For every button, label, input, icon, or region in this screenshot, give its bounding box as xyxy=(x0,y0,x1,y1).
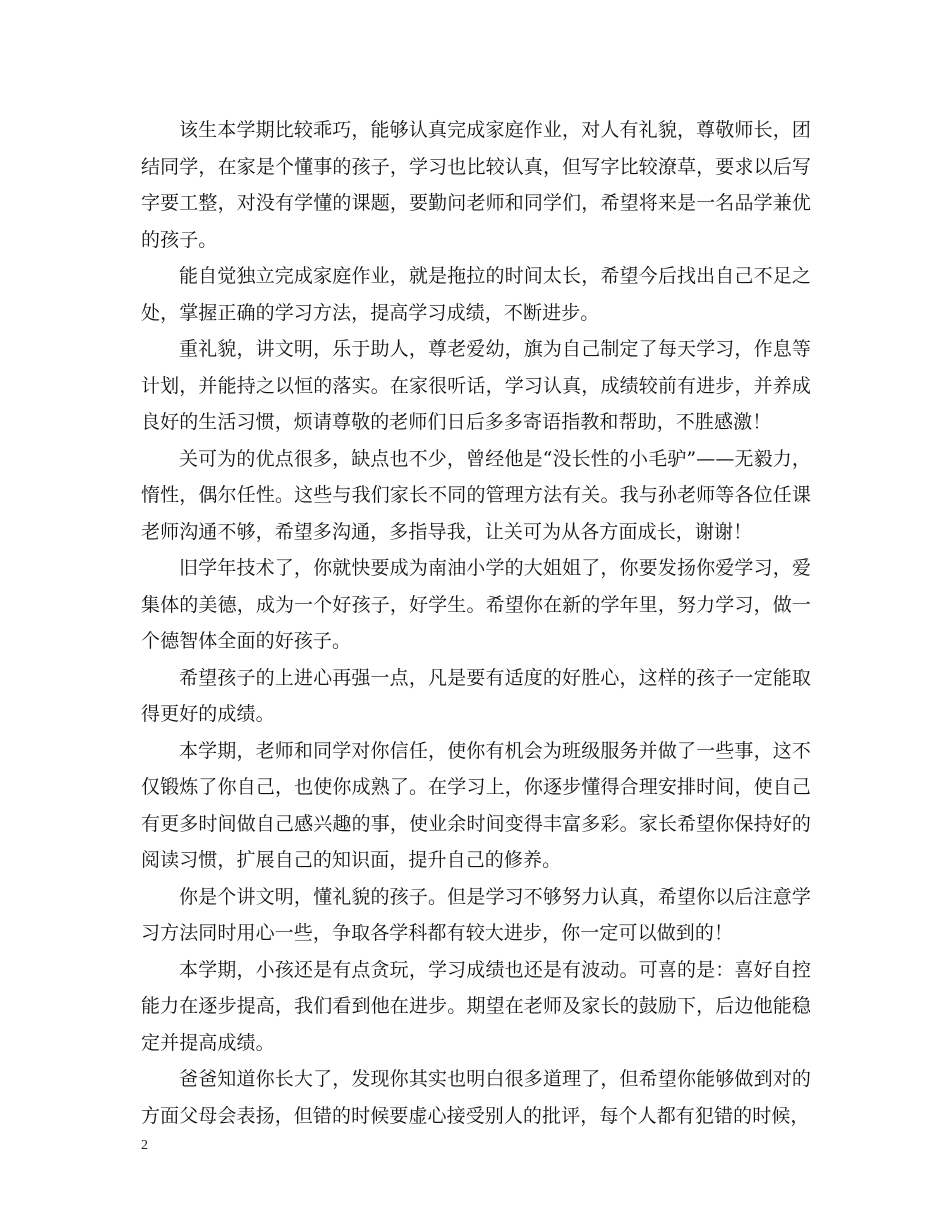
document-body xyxy=(141,112,811,1134)
page-number: 2 xyxy=(141,1138,148,1153)
paragraph: 能自觉独立完成家庭作业，就是拖拉的时间太长，希望今后找出自己不足之处，掌握正确的学习方法，提高学习成绩，不断进步。 xyxy=(141,265,811,324)
paragraph: 你是个讲文明，懂礼貌的孩子。但是学习不够努力认真，希望你以后注意学习方法同时用心一些，争取各学科都有较大进步，你一定可以做到的！ xyxy=(141,885,811,944)
paragraph: 该生本学期比较乖巧，能够认真完成家庭作业，对人有礼貌，尊敬师长，团结同学，在家是个懂事的孩子，学习也比较认真，但写字比较潦草，要求以后写字要工整，对没有学懂的课题，要勤问老师和同学们，希望将来是一名品学兼优的孩子。 xyxy=(141,119,811,251)
paragraph: 关可为的优点很多，缺点也不少，曾经他是“没长性的小毛驴”——无毅力，惰性，偶尔任性。这些与我们家长不同的管理方法有关。我与孙老师等各位任课老师沟通不够，希望多沟通，多指导我，让关可为从各方面成长，谢谢！ xyxy=(141,447,811,543)
paragraph: 本学期，老师和同学对你信任，使你有机会为班级服务并做了一些事，这不仅锻炼了你自己，也使你成熟了。在学习上，你逐步懂得合理安排时间，使自己有更多时间做自己感兴趣的事，使业余时间变得丰富多彩。家长希望你保持好的阅读习惯，扩展自己的知识面，提升自己的修养。 xyxy=(141,739,811,871)
paragraph: 重礼貌，讲文明，乐于助人，尊老爱幼，旗为自己制定了每天学习，作息等计划，并能持之以恒的落实。在家很听话，学习认真，成绩较前有进步，并养成良好的生活习惯，烦请尊敬的老师们日后多多寄语指教和帮助，不胜感激！ xyxy=(141,338,811,433)
paragraph: 爸爸知道你长大了，发现你其实也明白很多道理了，但希望你能够做到对的方面父母会表扬，但错的时候要虚心接受别人的批评，每个人都有犯错的时候， xyxy=(141,1068,811,1127)
paragraph: 本学期，小孩还是有点贪玩，学习成绩也还是有波动。可喜的是：喜好自控能力在逐步提高，我们看到他在进步。期望在老师及家长的鼓励下，后边他能稳定并提高成绩。 xyxy=(141,958,811,1054)
paragraph: 希望孩子的上进心再强一点，凡是要有适度的好胜心，这样的孩子一定能取得更好的成绩。 xyxy=(141,666,811,725)
paragraph: 旧学年技术了，你就快要成为南油小学的大姐姐了，你要发扬你爱学习，爱集体的美德，成为一个好孩子，好学生。希望你在新的学年里，努力学习，做一个德智体全面的好孩子。 xyxy=(141,557,811,652)
